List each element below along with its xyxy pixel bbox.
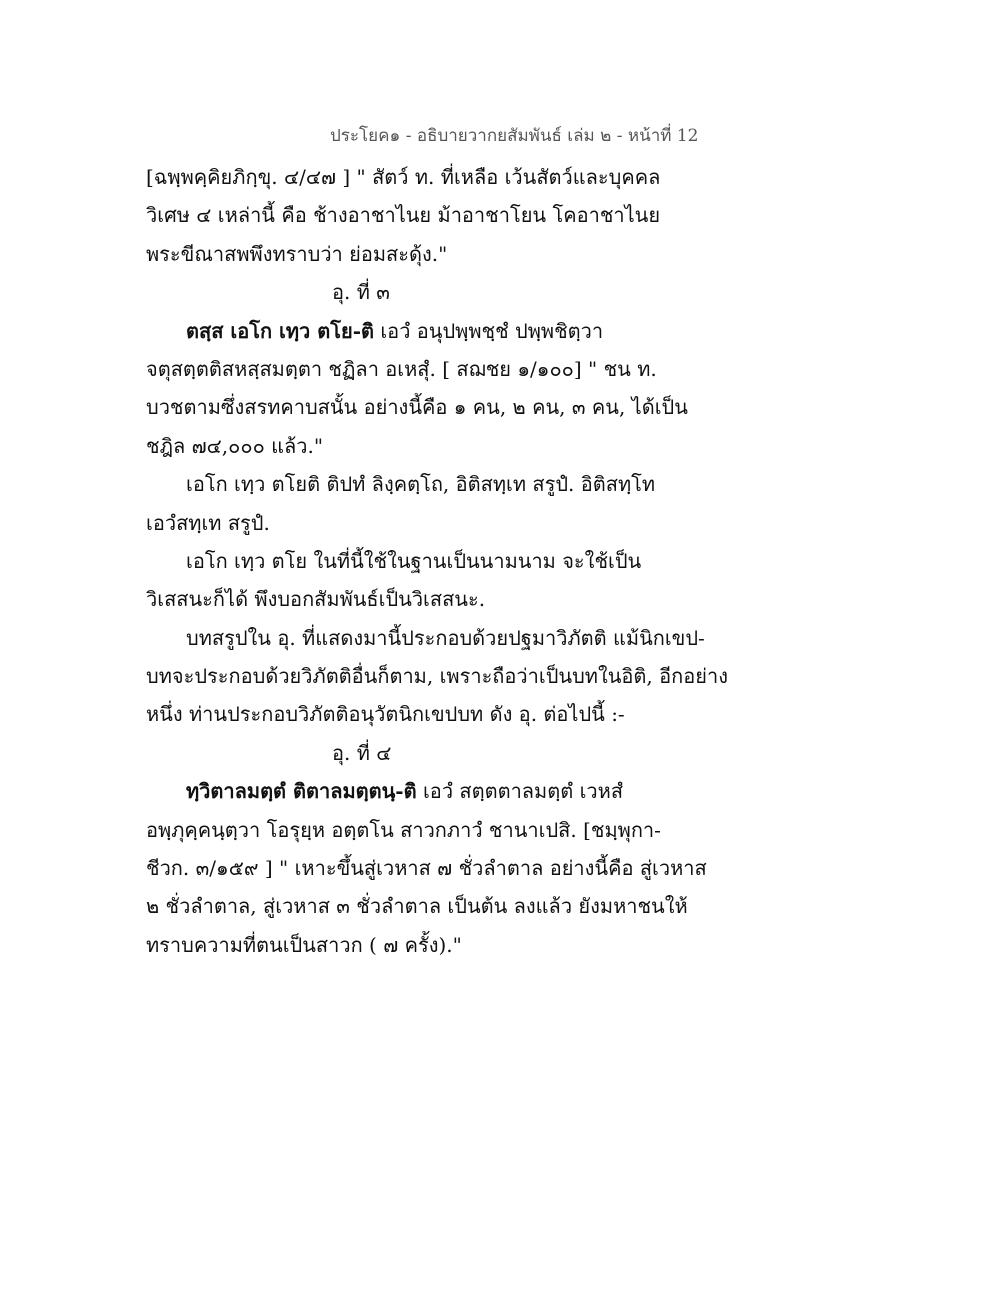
text-line: ๒ ชั่วลำตาล, สู่เวหาส ๓ ชั่วลำตาล เป็นต้น ลงแล้ว ยังมหาชนให้ — [146, 894, 688, 919]
text-line: เอโก เทฺว ตโย ในที่นี้ใช้ในฐานเป็นนามนาม จะใช้เป็น — [186, 548, 642, 573]
text-line: ชีวก. ๓/๑๕๙ ] " เหาะขึ้นสู่เวหาส ๗ ชั่วลำตาล อย่างนี้คือ สู่เวหาส — [146, 856, 707, 881]
pali-term: ตสฺส เอโก เทฺว ตโย-ติ — [186, 318, 374, 343]
example-heading: อุ. ที่ ๓ — [332, 280, 390, 305]
text-line: เอวํสทฺเท สรูปํ. — [146, 510, 270, 535]
page-header: ประโยค๑ - อธิบายวากยสัมพันธ์ เล่ม ๒ - หน้าที่ 12 — [330, 126, 699, 146]
text-line: เอโก เทฺว ตโยติ ติปทํ ลิงฺคตฺโถ, อิติสทฺเท สรูปํ. อิติสทฺโท — [186, 472, 656, 497]
text-line: วิเสสนะก็ได้ พึงบอกสัมพันธ์เป็นวิเสสนะ. — [146, 587, 486, 612]
text-line: ตสฺส เอโก เทฺว ตโย-ติ เอวํ อนุปพฺพชฺชํ ปพฺพชิตฺวา — [186, 318, 604, 343]
text-line: บทสรูปใน อุ. ที่แสดงมานี้ประกอบด้วยปฐมาวิภัตติ แม้นิกเขป- — [186, 625, 705, 650]
text-line: จตุสตฺตติสหสฺสมตฺตา ชฏิลา อเหสุํ. [ สฌชย ๑/๑๐๐] " ชน ท. — [146, 356, 657, 381]
text-line: บทจะประกอบด้วยวิภัตติอื่นก็ตาม, เพราะถือว่าเป็นบทในอิติ, อีกอย่าง — [146, 664, 728, 689]
text-line: พระขีณาสพพึงทราบว่า ย่อมสะดุ้ง." — [146, 241, 448, 266]
text-line: หนึ่ง ท่านประกอบวิภัตติอนุวัตนิกเขปบท ดัง อุ. ต่อไปนี้ :- — [146, 702, 625, 727]
example-heading: อุ. ที่ ๔ — [332, 740, 392, 765]
text-line: ชฎิล ๗๔,๐๐๐ แล้ว." — [146, 433, 324, 458]
pali-term: ทฺวิตาลมตฺตํ ติตาลมตฺตนฺ-ติ — [186, 779, 417, 804]
text-line: บวชตามซึ่งสรทคาบสนั้น อย่างนี้คือ ๑ คน, ๒ คน, ๓ คน, ได้เป็น — [146, 395, 688, 420]
text-line: ทราบความที่ตนเป็นสาวก ( ๗ ครั้ง)." — [146, 932, 462, 957]
text-line: [ฉพฺพคฺคิยภิกฺขุ. ๔/๔๗ ] " สัตว์ ท. ที่เหลือ เว้นสัตว์และบุคคล — [146, 165, 661, 189]
text-line: วิเศษ ๔ เหล่านี้ คือ ช้างอาชาไนย ม้าอาชาโยน โคอาชาไนย — [146, 203, 661, 228]
text-line: ทฺวิตาลมตฺตํ ติตาลมตฺตนฺ-ติ เอวํ สตฺตตาลมตฺตํ เวหสํ — [186, 779, 624, 804]
page-body — [146, 158, 746, 964]
text-line: อพฺภุคฺคนฺตฺวา โอรุยฺห อตฺตโน สาวกภาวํ ชานาเปสิ. [ชมฺพุกา- — [146, 817, 661, 842]
